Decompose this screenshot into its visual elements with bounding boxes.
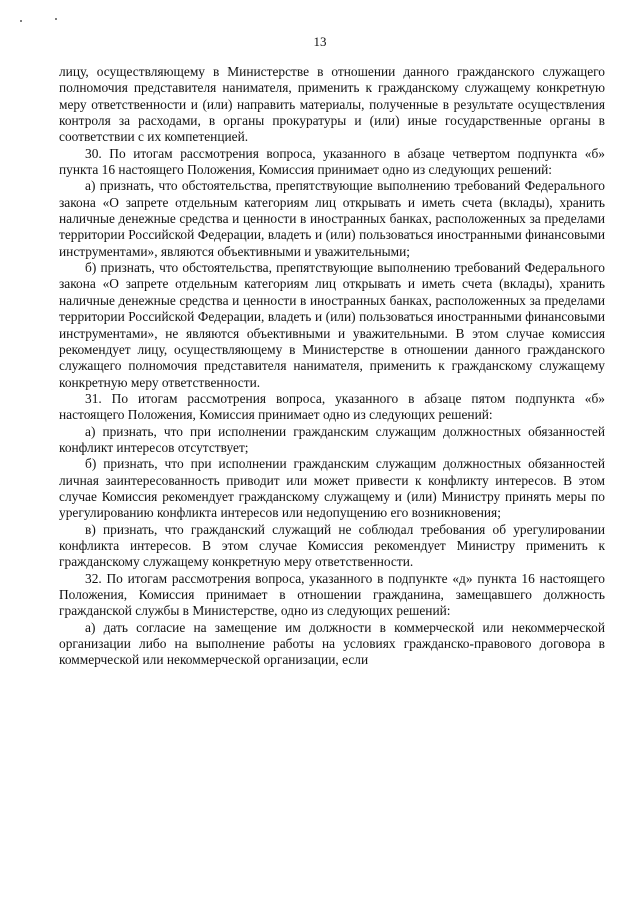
paragraph-item-32a: а) дать согласие на замещение им должности в коммерческой или некоммерческой организации либо на выполнение работы на условиях гражданско-правового договора в коммерческой или некоммерческой организации, если — [59, 619, 605, 668]
paragraph-item-31: 31. По итогам рассмотрения вопроса, указанного в абзаце пятом подпункта «б» настоящего Положения, Комиссия принимает одно из следующих решений: — [59, 390, 605, 423]
paragraph-continuation: лицу, осуществляющему в Министерстве в отношении данного гражданского служащего полномочия представителя нанимателя, применить к гражданскому служащему конкретную меру ответственности и (или) направить материалы, полученные в результате осуществления контроля за расходами, в органы прокуратуры и (или) иные государственные органы в соответствии с их компетенцией. — [59, 64, 605, 145]
paragraph-item-31b: б) признать, что при исполнении гражданским служащим должностных обязанностей личная заинтересованность приводит или может привести к конфликту интересов. В этом случае Комиссия рекомендует гражданскому служащему и (или) Министру принять меры по урегулированию конфликта интересов или недопущению его возникновения; — [59, 456, 605, 521]
scan-speck — [55, 18, 57, 20]
page-number: 13 — [313, 34, 327, 49]
paragraph-item-31v: в) признать, что гражданский служащий не соблюдал требования об урегулировании конфликта интересов. В этом случае Комиссия рекомендует Министру применить к гражданскому служащему конкретную меру ответственности. — [59, 521, 605, 570]
scan-speck — [20, 20, 22, 22]
document-body — [59, 64, 605, 669]
paragraph-item-30b: б) признать, что обстоятельства, препятствующие выполнению требований Федерального закона «О запрете отдельным категориям лиц открывать и иметь счета (вклады), хранить наличные денежные средства и ценности в иностранных банках, расположенных за пределами территории Российской Федерации, владеть и (или) пользоваться иностранными финансовыми инструментами», не являются объективными и уважительными. В этом случае комиссия рекомендует лицу, осуществляющему в Министерстве в отношении данного гражданского служащего полномочия представителя нанимателя, применить к гражданскому служащему конкретную меру ответственности. — [59, 260, 605, 390]
paragraph-item-32: 32. По итогам рассмотрения вопроса, указанного в подпункте «д» пункта 16 настоящего Положения, Комиссия принимает в отношении гражданина, замещавшего должность гражданской службы в Министерстве, одно из следующих решений: — [59, 570, 605, 619]
paragraph-item-31a: а) признать, что при исполнении гражданским служащим должностных обязанностей конфликт интересов отсутствует; — [59, 423, 605, 455]
paragraph-item-30: 30. По итогам рассмотрения вопроса, указанного в абзаце четвертом подпункта «б» пункта 16 настоящего Положения, Комиссия принимает одно из следующих решений: — [59, 145, 605, 178]
paragraph-item-30a: а) признать, что обстоятельства, препятствующие выполнению требований Федерального закона «О запрете отдельным категориям лиц открывать и иметь счета (вклады), хранить наличные денежные средства и ценности в иностранных банках, расположенных за пределами территории Российской Федерации, владеть и (или) пользоваться иностранными финансовыми инструментами», являются объективными и уважительными; — [59, 178, 605, 259]
